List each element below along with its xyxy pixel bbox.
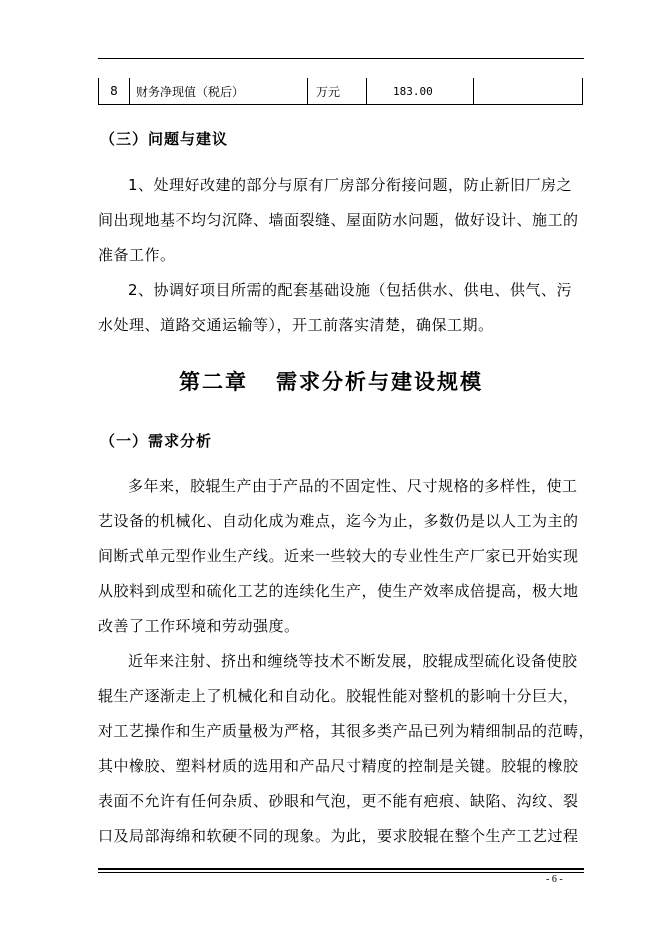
chapter-number: 第二章 (179, 369, 248, 394)
text-line: 改善了工作环境和劳动强度。 (98, 617, 300, 635)
row-item: 财务净现值（税后） (130, 78, 308, 105)
text-line: 辊生产逐渐走上了机械化和自动化。胶辊性能对整机的影响十分巨大， (98, 687, 579, 705)
text-line: 其中橡胶、塑料材质的选用和产品尺寸精度的控制是关键。胶辊的橡胶 (98, 757, 579, 775)
text-line: 艺设备的机械化、自动化成为难点，迄今为止，多数仍是以人工为主的 (98, 512, 579, 530)
text-line: 间断式单元型作业生产线。近来一些较大的专业性生产厂家已开始实现 (98, 547, 579, 565)
header-rule (98, 58, 584, 59)
demand-paragraph-2 (98, 644, 595, 854)
row-value: 183.00 (367, 78, 474, 105)
text-line: 近年来注射、挤出和缠绕等技术不断发展，胶辊成型硫化设备使胶 (128, 652, 578, 670)
text-line: 对工艺操作和生产质量极为严格，其很多类产品已列为精细制品的范畴， (98, 722, 595, 740)
demand-paragraph-1 (98, 469, 586, 644)
section-problems-heading: （三）问题与建议 (100, 130, 229, 148)
table-row (99, 78, 583, 105)
section-demand-heading: （一）需求分析 (100, 432, 213, 450)
text-line: 表面不允许有任何杂质、砂眼和气泡，更不能有疤痕、缺陷、沟纹、裂 (98, 792, 579, 810)
chapter-title (0, 366, 662, 396)
indicator-table (98, 78, 583, 105)
text-line: 多年来，胶辊生产由于产品的不固定性、尺寸规格的多样性，使工 (128, 477, 578, 495)
footer-rule-thin (98, 872, 584, 873)
text-line: 2、协调好项目所需的配套基础设施（包括供水、供电、供气、污 (128, 281, 573, 299)
chapter-name: 需求分析与建设规模 (276, 369, 483, 394)
text-line: 从胶料到成型和硫化工艺的连续化生产，使生产效率成倍提高，极大地 (98, 582, 579, 600)
text-line: 水处理、道路交通运输等），开工前落实清楚，确保工期。 (98, 316, 494, 334)
text-line: 口及局部海绵和软硬不同的现象。为此，要求胶辊在整个生产工艺过程 (98, 827, 579, 845)
footer-rule-thick (98, 868, 584, 870)
problems-paragraph-1 (98, 168, 586, 273)
row-unit: 万元 (308, 78, 367, 105)
problems-paragraph-2 (98, 273, 586, 343)
text-line: 1、处理好改建的部分与原有厂房部分衔接问题，防止新旧厂房之 (128, 176, 573, 194)
text-line: 准备工作。 (98, 246, 176, 264)
text-line: 间出现地基不均匀沉降、墙面裂缝、屋面防水问题，做好设计、施工的 (98, 211, 579, 229)
row-index: 8 (99, 78, 130, 105)
page-number: - 6 - (546, 874, 563, 885)
row-note (474, 78, 583, 105)
